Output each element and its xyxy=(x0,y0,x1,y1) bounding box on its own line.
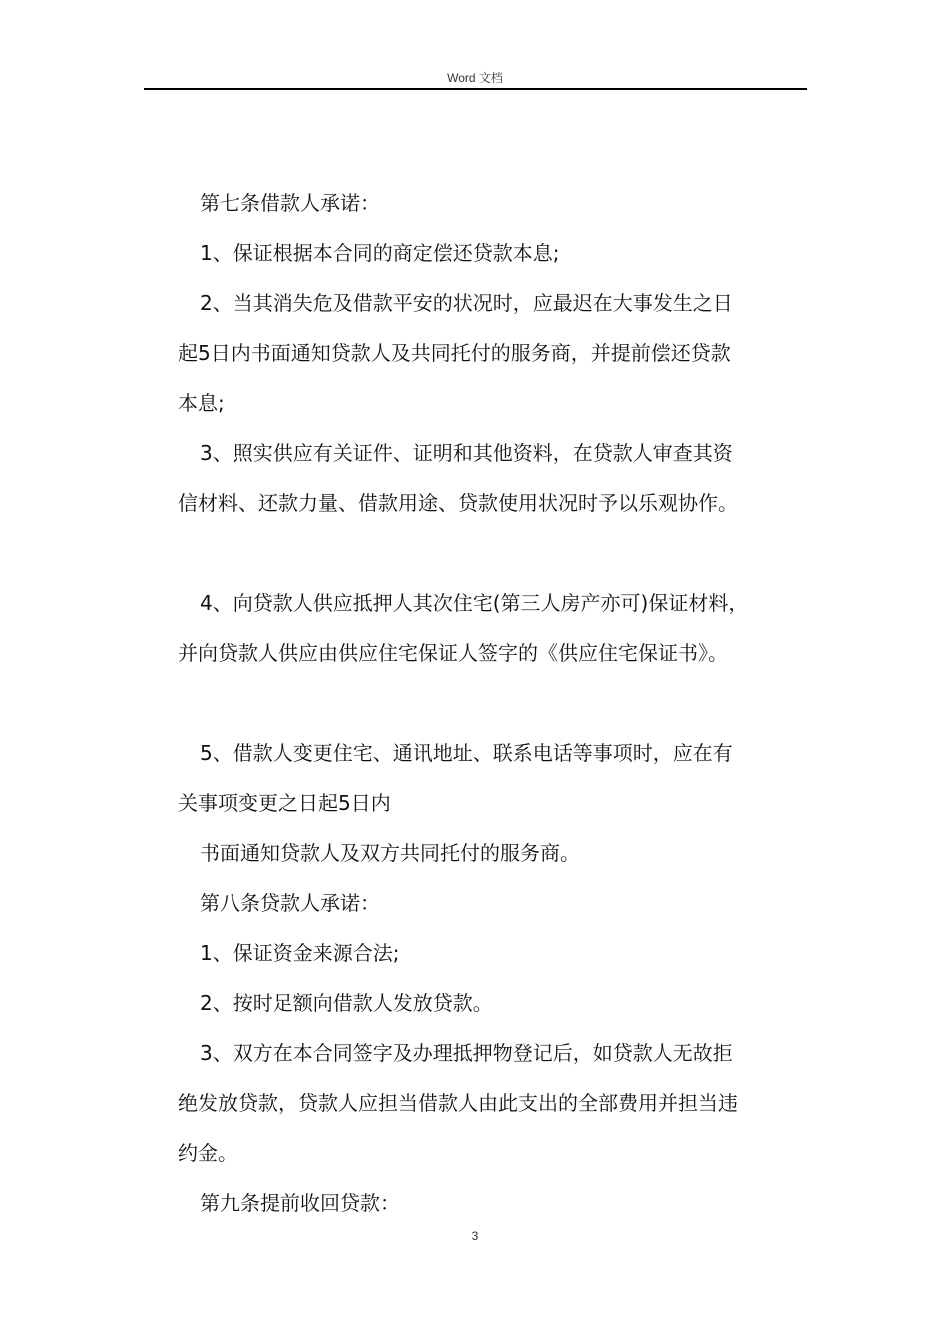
paragraph-line: 1、保证根据本合同的商定偿还贷款本息; xyxy=(200,241,560,265)
paragraph-line: 约金。 xyxy=(178,1141,238,1165)
header-title: Word 文档 xyxy=(447,71,503,85)
paragraph-line: 5、借款人变更住宅、通讯地址、联系电话等事项时，应在有 xyxy=(200,741,733,765)
paragraph-line: 并向贷款人供应由供应住宅保证人签字的《供应住宅保证书》。 xyxy=(178,641,728,665)
paragraph-line: 2、当其消失危及借款平安的状况时，应最迟在大事发生之日 xyxy=(200,291,733,315)
paragraph-line: 书面通知贷款人及双方共同托付的服务商。 xyxy=(200,841,580,865)
paragraph-gap xyxy=(178,528,808,578)
paragraph-gap xyxy=(178,678,808,728)
paragraph-line: 3、照实供应有关证件、证明和其他资料，在贷款人审查其资 xyxy=(200,441,733,465)
paragraph-line: 3、双方在本合同签字及办理抵押物登记后，如贷款人无故拒 xyxy=(200,1041,733,1065)
document-body xyxy=(178,178,808,1228)
article-9-heading: 第九条提前收回贷款： xyxy=(200,1191,400,1215)
header-divider xyxy=(144,88,807,90)
page-number: 3 xyxy=(471,1229,479,1243)
paragraph-line: 2、按时足额向借款人发放贷款。 xyxy=(200,991,493,1015)
paragraph-line: 本息; xyxy=(178,391,225,415)
paragraph-line: 起5日内书面通知贷款人及共同托付的服务商，并提前偿还贷款 xyxy=(178,341,731,365)
paragraph-line: 1、保证资金来源合法; xyxy=(200,941,400,965)
paragraph-line: 4、向贷款人供应抵押人其次住宅(第三人房产亦可)保证材料， xyxy=(200,591,749,615)
paragraph-line: 绝发放贷款，贷款人应担当借款人由此支出的全部费用并担当违 xyxy=(178,1091,738,1115)
paragraph-line: 关事项变更之日起5日内 xyxy=(178,791,391,815)
article-8-heading: 第八条贷款人承诺： xyxy=(200,891,380,915)
article-7-heading: 第七条借款人承诺： xyxy=(200,191,380,215)
paragraph-line: 信材料、还款力量、借款用途、贷款使用状况时予以乐观协作。 xyxy=(178,491,738,515)
